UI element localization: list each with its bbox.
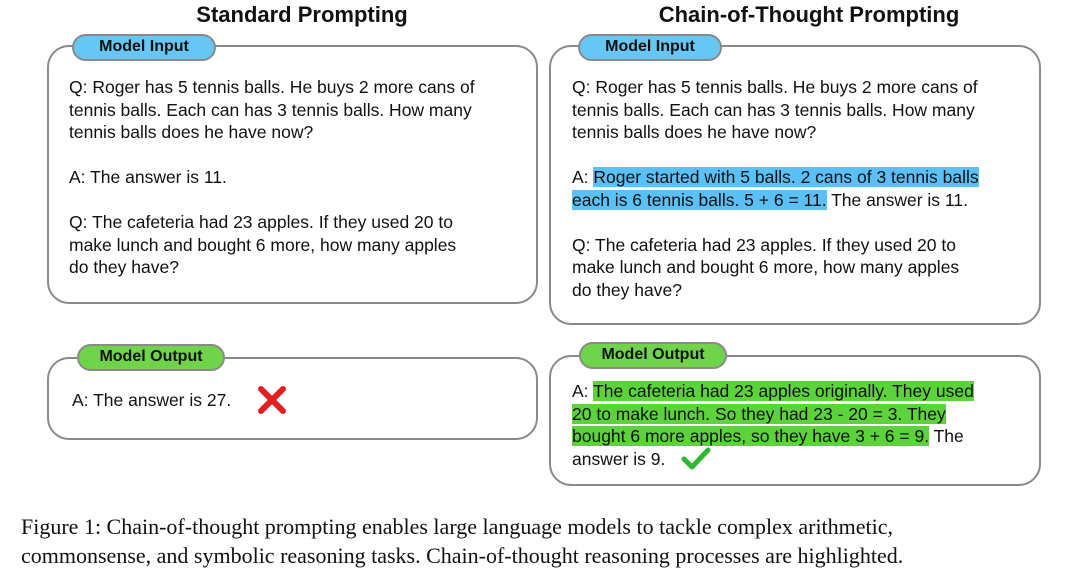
reasoning-highlight: bought 6 more apples, so they have 3 + 6 = 9. <box>572 426 930 446</box>
cot-output-text <box>572 380 974 470</box>
text-line: do they have? <box>572 279 682 300</box>
cot-output-label: Model Output <box>579 342 727 369</box>
standard-input-text <box>69 76 475 279</box>
cot-output-line-1 <box>572 380 974 403</box>
cot-input-text <box>572 76 979 301</box>
standard-output-text: A: The answer is 27. <box>72 390 232 410</box>
output-suffix: The <box>929 426 964 446</box>
text-line: make lunch and bought 6 more, how many apples <box>572 257 960 277</box>
output-prefix: A: <box>572 381 594 401</box>
cot-input-label: Model Input <box>578 34 722 61</box>
text-line: Q: Roger has 5 tennis balls. He buys 2 more cans of <box>572 77 978 97</box>
cot-prompting-title: Chain-of-Thought Prompting <box>658 2 960 27</box>
caption-line: commonsense, and symbolic reasoning tasks. Chain-of-thought reasoning processes are highlighted. <box>21 543 904 568</box>
cot-output-line-3 <box>572 425 974 448</box>
text-line: Q: The cafeteria had 23 apples. If they used 20 to <box>69 212 453 232</box>
text-line: do they have? <box>69 257 179 277</box>
cot-answer-line-1 <box>572 166 979 189</box>
text-line: Q: The cafeteria had 23 apples. If they used 20 to <box>572 234 956 255</box>
red-cross-icon <box>256 384 288 416</box>
answer-prefix: A: <box>572 167 594 187</box>
text-line: A: The answer is 11. <box>69 167 227 187</box>
standard-input-label: Model Input <box>72 34 216 61</box>
green-check-icon <box>681 447 711 471</box>
figure-caption <box>21 512 1071 570</box>
cot-output-line-2 <box>572 403 974 426</box>
text-line: tennis balls does he have now? <box>572 122 817 142</box>
answer-suffix: The answer is 11. <box>826 189 968 210</box>
output-final: answer is 9. <box>572 448 666 469</box>
standard-output-label: Model Output <box>77 344 225 371</box>
text-line: Q: Roger has 5 tennis balls. He buys 2 more cans of <box>69 77 475 97</box>
cot-output-line-4 <box>572 448 974 471</box>
standard-prompting-title: Standard Prompting <box>196 2 408 27</box>
cot-answer-line-2 <box>572 189 979 212</box>
reasoning-highlight: each is 6 tennis balls. 5 + 6 = 11. <box>572 189 827 210</box>
text-line: tennis balls. Each can has 3 tennis balls. How many <box>69 99 472 120</box>
text-line: tennis balls. Each can has 3 tennis balls. How many <box>572 99 975 120</box>
reasoning-highlight: The cafeteria had 23 apples originally. They used <box>593 381 974 401</box>
text-line: make lunch and bought 6 more, how many apples <box>69 234 457 255</box>
reasoning-highlight: Roger started with 5 balls. 2 cans of 3 tennis balls <box>593 167 979 187</box>
caption-line: Figure 1: Chain-of-thought prompting enables large language models to tackle complex arithmetic, <box>21 514 894 539</box>
text-line: tennis balls does he have now? <box>69 122 314 142</box>
reasoning-highlight: 20 to make lunch. So they had 23 - 20 = 3. They <box>572 403 946 424</box>
